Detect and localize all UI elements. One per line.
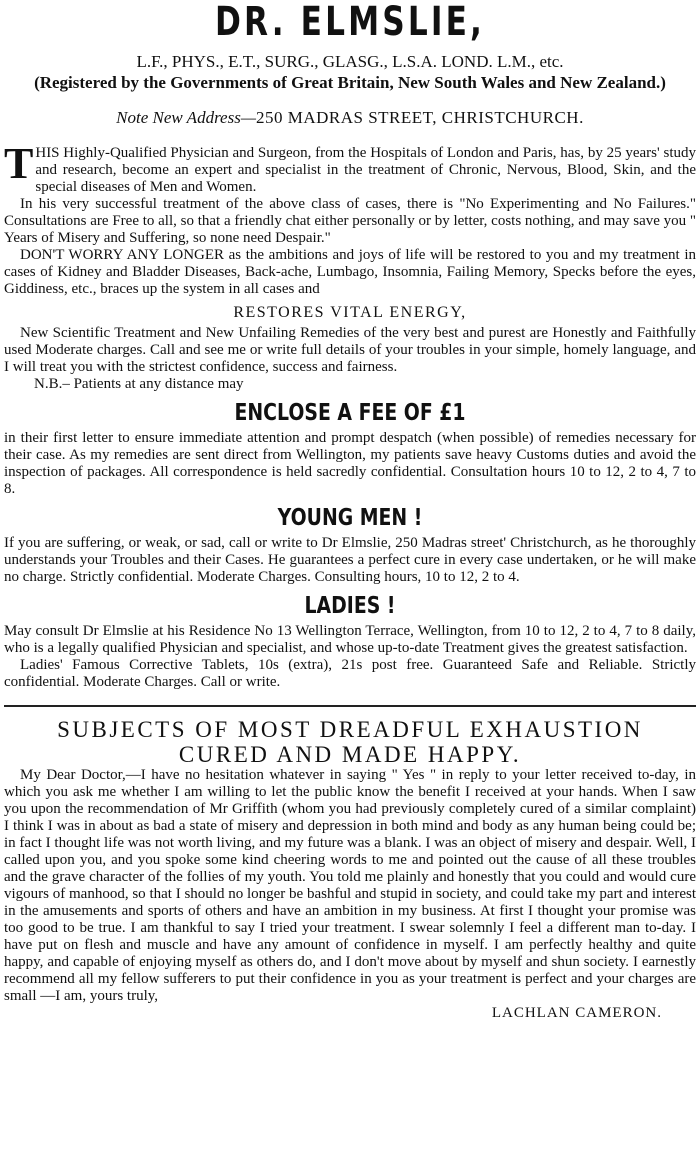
qualifications-line: L.F., PHYS., E.T., SURG., GLASG., L.S.A. LOND. L.M., etc. (136, 52, 564, 71)
doctor-name-title: DR. ELMSLIE, (214, 0, 486, 45)
young-men-heading: YOUNG MEN ! (277, 505, 423, 531)
restores-paragraph: New Scientific Treatment and New Unfailing Remedies of the very best and purest are Honestly and Faithfully used Moderate charges. Call and see me or write full details of your troubles in your simple, homely language, and I will treat you with the strictest confidence, success and fairness. (4, 325, 696, 375)
drop-cap: T (4, 139, 34, 188)
address-street: 250 MADRAS STREET, CHRISTCHURCH. (255, 108, 584, 127)
fee-paragraph: in their first letter to ensure immediate attention and prompt despatch (when possible) of remedies necessary for their case. As my remedies are sent direct from Wellington, my patients save heavy Customs duties and avoid the inspection of packages. All correspondence is held sacredly confidential. Consultation hours 10 to 12, 2 to 4, 7 to 8. (4, 430, 696, 497)
ladies-heading: LADIES ! (304, 593, 396, 619)
testimonial-signature: LACHLAN CAMERON. (491, 1005, 662, 1021)
section-divider (4, 705, 696, 707)
address-line (4, 108, 696, 128)
testimonial-letter: My Dear Doctor,—I have no hesitation whatever in saying " Yes " in reply to your letter received to-day, in which you ask me whether I am willing to let the public know the benefit I received at your hands. When I saw you upon the recommendation of Mr Griffith (whom you had previously completely cured of a similar complaint) I think I was in about as bad a state of misery and depression in both mind and body as any human being could be; in fact I thought life was not worth living, and my future was a blank. I was an object of misery and despair. Well, I called upon you, and you spoke some kind cheering words to me and pointed out the cause of all these troubles and the grave character of the follies of my youth. You told me plainly and honestly that you could and would cure vigours of manhood, so that I should no longer be bashful and stupid in society, and could take my part and interest in the amusements and sports of others and have an ambition in my business. At first I thought your promise was too good to be true. I am thankful to say I tried your treatment. I swear solemnly I feel a different man to-day. I have put on flesh and muscle and have any amount of confidence in myself. I am perfectly healthy and quite happy, and capable of enjoying myself as others do, and I don't move about by myself and shun society. I earnestly recommend all my fellow sufferers to put their confidence in you as your treatment is perfect and your charges are small —I am, yours truly, (4, 767, 696, 1004)
advertisement-body (4, 139, 697, 1022)
nb-line: N.B.– Patients at any distance may (34, 376, 244, 392)
ladies-paragraph: May consult Dr Elmslie at his Residence No 13 Wellington Terrace, Wellington, from 10 to 12, 2 to 4, 7 to 8 daily, who is a legally qualified Physician and specialist, and whose up-to-date Treatment gives the greatest satisfaction. (4, 623, 696, 656)
address-note: Note New Address— (116, 108, 256, 127)
restores-heading: RESTORES VITAL ENERGY, (233, 304, 467, 321)
ladies-tablets-paragraph: Ladies' Famous Corrective Tablets, 10s (extra), 21s post free. Guaranteed Safe and Reliable. Strictly confidential. Moderate Charges. Call or write. (4, 657, 696, 690)
intro-paragraph (4, 139, 696, 196)
young-men-paragraph: If you are suffering, or weak, or sad, call or write to Dr Elmslie, 250 Madras street' Christchurch, as he thoroughly understands your Troubles and their Cases. He guarantees a perfect cure in every case undertaken, or he will make no charge. Strictly confidential. Moderate Charges. Consulting hours, 10 to 12, 2 to 4. (4, 535, 696, 585)
no-experimenting-paragraph: In his very successful treatment of the above class of cases, there is "No Experimenting and No Failures." Consultations are Free to all, so that a friendly chat either personally or by letter, costs nothing, and may save you " Years of Misery and Suffering, so none need Despair." (4, 196, 697, 246)
registration-line: (Registered by the Governments of Great Britain, New South Wales and New Zealand.) (34, 73, 666, 92)
dont-worry-paragraph: DON'T WORRY ANY LONGER as the ambitions and joys of life will be restored to you and my treatment in cases of Kidney and Bladder Diseases, Back-ache, Lumbago, Insomnia, Failing Memory, Specks before the eyes, Giddiness, etc., braces up the system in all cases and (4, 247, 696, 297)
testimonial-heading-line1: SUBJECTS OF MOST DREADFUL EXHAUSTION (57, 717, 643, 742)
fee-heading: ENCLOSE A FEE OF £1 (234, 400, 466, 426)
intro-text: HIS Highly-Qualified Physician and Surgeon, from the Hospitals of London and Paris, has, by 25 years' study and research, become an expert and specialist in the treatment of Chronic, Nervous, Blood, Skin, and the special diseases of Men and Women. (35, 145, 696, 195)
testimonial-heading-line2: CURED AND MADE HAPPY. (178, 742, 522, 767)
